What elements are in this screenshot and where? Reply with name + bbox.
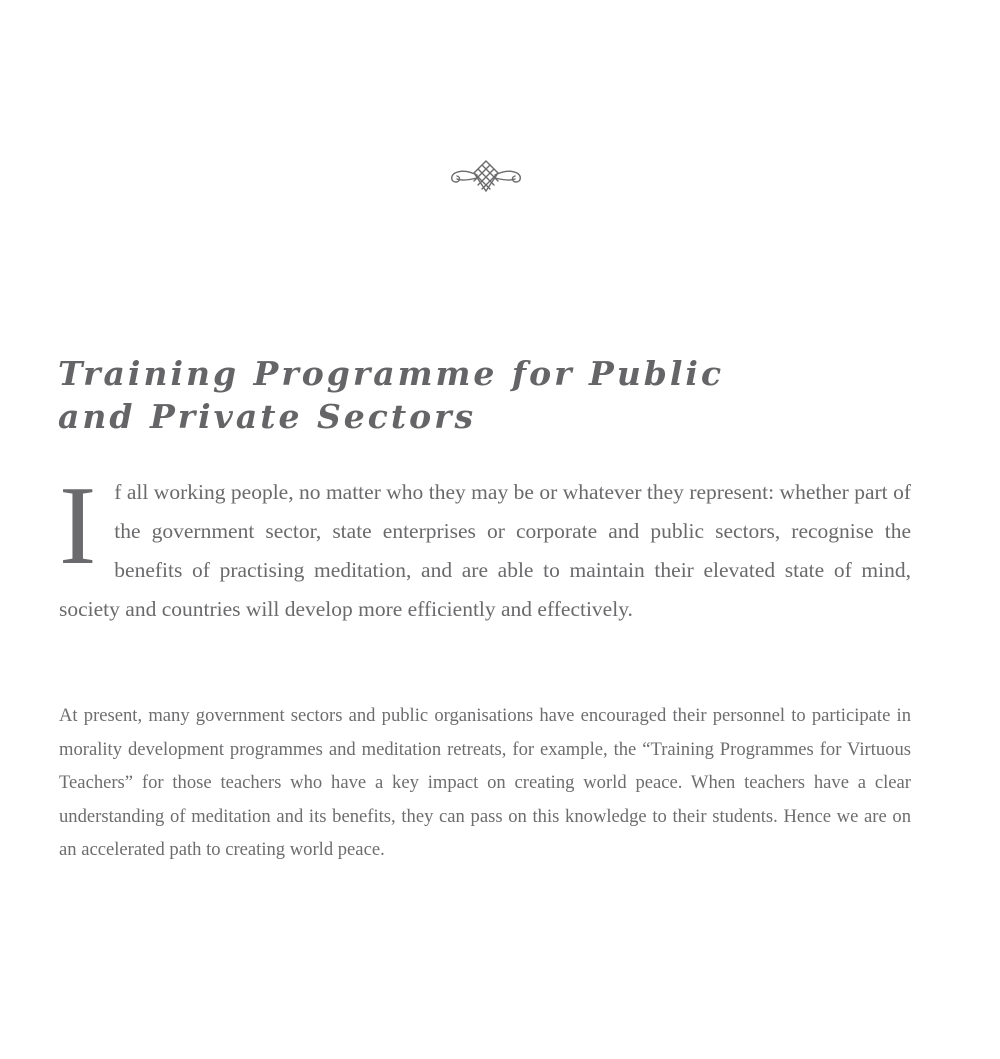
- section-heading: [58, 352, 758, 438]
- heading-line-2: and Private Sectors: [58, 397, 477, 436]
- body-paragraph: At present, many government sectors and public organisations have encouraged their personnel to participate in morality development programmes and meditation retreats, for example, the “Training Programmes for Virtuous Teachers” for those teachers who have a key impact on creating world peace. When teachers have a clear understanding of meditation and its benefits, they can pass on this knowledge to their students. Hence we are on an accelerated path to creating world peace.: [59, 705, 911, 860]
- scroll-ornament-icon: [447, 157, 525, 197]
- heading-line-1: Training Programme for Public: [58, 354, 725, 393]
- drop-cap: I: [59, 464, 97, 588]
- intro-paragraph-text: f all working people, no matter who they may be or whatever they represent: whether part of the government sector, state enterprises or corporate and public sectors, recognise the benefits of practising meditation, and are able to maintain their elevated state of mind, society and countries will develop more efficiently and effectively.: [59, 480, 911, 621]
- intro-paragraph: [59, 464, 911, 629]
